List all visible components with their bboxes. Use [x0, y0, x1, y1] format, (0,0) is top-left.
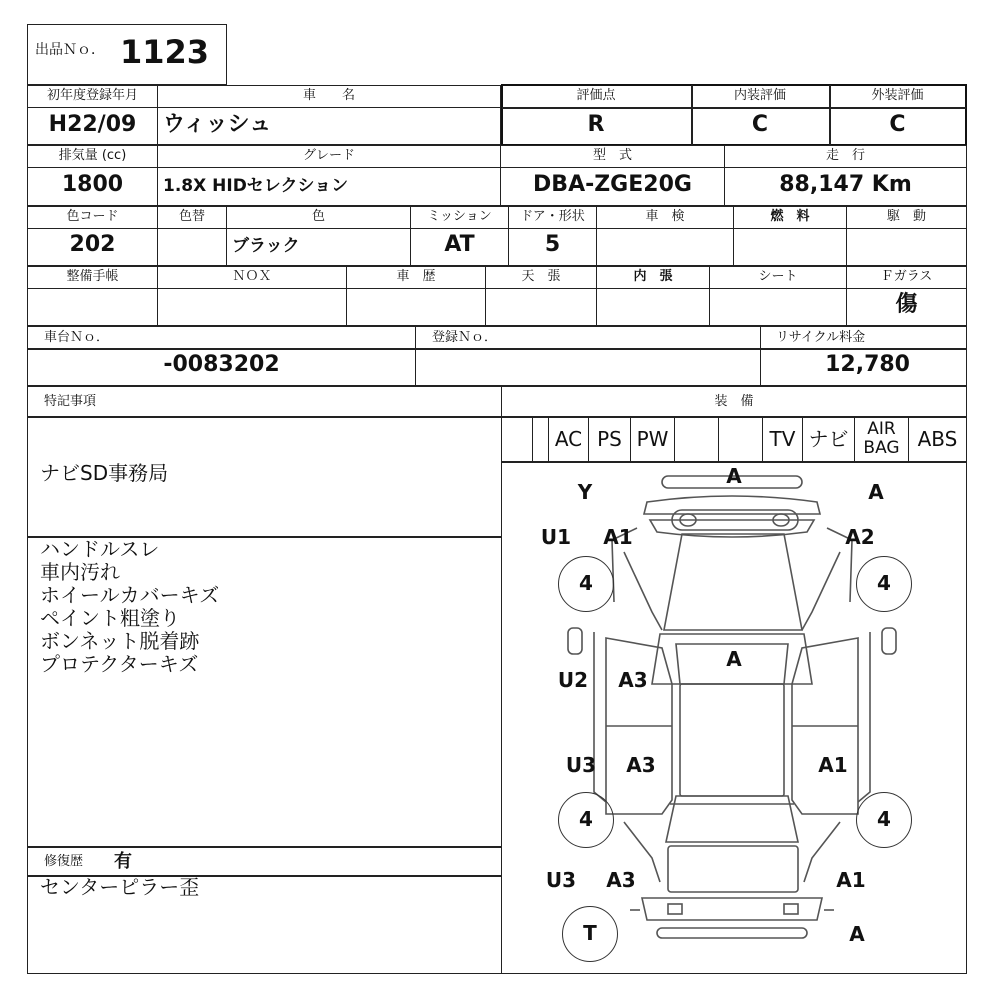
damage-mark: A3 [626, 753, 656, 777]
roof-label: 天 張 [521, 269, 561, 284]
tire-rear-left: 4 [558, 792, 614, 848]
damage-mark: U3 [545, 868, 577, 892]
exterior-value: C [889, 112, 906, 137]
damage-mark: A2 [845, 525, 875, 549]
exterior-label: 外装評価 [871, 88, 924, 103]
doors-label: ドア・形状 [520, 209, 585, 224]
history-value-cell [346, 288, 486, 326]
tire-spare: T [562, 906, 618, 962]
damage-mark: Y [577, 480, 593, 504]
equipment-item [674, 417, 718, 461]
displacement-label: 排気量 (cc) [58, 148, 127, 163]
remark-item: 車内汚れ [40, 560, 120, 584]
damage-mark: U3 [565, 753, 597, 777]
first-reg-label: 初年度登録年月 [46, 88, 138, 103]
chassis-value: -0083202 [163, 352, 280, 377]
damage-mark: U1 [540, 525, 572, 549]
repair-label: 修復歴 [44, 854, 84, 869]
interior-trim-value-cell [596, 288, 710, 326]
damage-mark: A [726, 647, 742, 671]
notes-label: 特記事項 [44, 394, 97, 409]
equipment-item: ABS [908, 417, 966, 461]
tire-front-left: 4 [558, 556, 614, 612]
equipment-item: PS [588, 417, 630, 461]
model-value: DBA-ZGE20G [533, 172, 692, 197]
nox-label: ＮＯＸ [232, 269, 272, 284]
transmission-label: ミッション [427, 209, 492, 224]
score-label: 評価点 [576, 88, 616, 103]
seat-label: シート [758, 269, 798, 284]
remark-item: ホイールカバーキズ [40, 583, 220, 607]
displacement-value: 1800 [61, 172, 124, 197]
registration-label: 登録Ｎｏ． [432, 330, 498, 345]
damage-mark: A3 [606, 868, 636, 892]
doors-value: 5 [544, 232, 561, 257]
grade-value: 1.8X HIDセレクション [163, 176, 349, 196]
mileage-label: 走 行 [825, 148, 865, 163]
damage-mark: A1 [836, 868, 866, 892]
notes-label-line [27, 416, 502, 418]
damage-mark: A [726, 464, 742, 488]
car-name-value: ウィッシュ [163, 112, 272, 137]
mileage-value: 88,147 Km [779, 172, 912, 197]
maintenance-label: 整備手帳 [66, 269, 119, 284]
lot-number-label: 出品Ｎｏ． [35, 42, 105, 58]
remark-item: ボンネット脱着跡 [40, 629, 200, 653]
damage-mark: A [849, 922, 865, 946]
color-change-label: 色替 [178, 209, 205, 224]
equipment-item [718, 417, 762, 461]
chassis-label: 車台Ｎｏ． [44, 330, 110, 345]
maintenance-value-cell [27, 288, 158, 326]
repair-note: センターピラー歪 [40, 875, 200, 899]
history-label: 車 歴 [396, 269, 436, 284]
seat-value-cell [709, 288, 847, 326]
front-glass-label: Ｆガラス [880, 269, 933, 284]
score-value: R [587, 112, 605, 137]
recycle-label: リサイクル料金 [776, 330, 866, 345]
recycle-value: 12,780 [825, 352, 910, 377]
score-hline [502, 107, 966, 109]
equipment-item [532, 417, 548, 461]
roof-value-cell [485, 288, 597, 326]
color-code-label: 色コード [66, 209, 119, 224]
first-reg-value: H22/09 [48, 112, 137, 137]
remark-item: ペイント粗塗り [40, 606, 180, 630]
transmission-value: AT [444, 232, 475, 257]
car-name-label: 車 名 [302, 88, 355, 103]
damage-mark: A1 [818, 753, 848, 777]
interior-value: C [751, 112, 769, 137]
repair-top-line [27, 846, 502, 848]
lot-number-value: 1123 [120, 33, 210, 71]
nox-value-cell [157, 288, 347, 326]
notes-memo: ナビSD事務局 [40, 461, 169, 485]
remark-item: プロテクターキズ [40, 652, 199, 676]
interior-label: 内装評価 [733, 88, 786, 103]
drive-value-cell [846, 228, 967, 266]
color-code-value: 202 [69, 232, 116, 257]
drive-label: 駆 動 [886, 209, 926, 224]
equipment-item: AIR BAG [854, 417, 908, 461]
tire-rear-right: 4 [856, 792, 912, 848]
interior-trim-label: 内 張 [633, 269, 673, 284]
damage-mark: A [868, 480, 884, 504]
front-glass-value: 傷 [895, 292, 918, 317]
color-label: 色 [311, 209, 325, 224]
remark-item: ハンドルスレ [40, 537, 160, 561]
inspection-value-cell [596, 228, 734, 266]
equipment-item: ナビ [802, 417, 854, 461]
equipment-item: PW [630, 417, 674, 461]
color-value: ブラック [232, 236, 300, 256]
model-label: 型 式 [592, 148, 632, 163]
equipment-item: TV [762, 417, 802, 461]
equipment-item: AC [548, 417, 588, 461]
equipment-label: 装 備 [714, 394, 754, 409]
inspection-label: 車 検 [645, 209, 685, 224]
fuel-value-cell [733, 228, 847, 266]
tire-front-right: 4 [856, 556, 912, 612]
fuel-label: 燃 料 [770, 209, 810, 224]
damage-mark: A3 [618, 668, 648, 692]
color-change-value-cell [157, 228, 227, 266]
grade-label: グレード [302, 148, 355, 163]
repair-value: 有 [114, 851, 132, 872]
damage-mark: U2 [557, 668, 589, 692]
damage-mark: A1 [603, 525, 633, 549]
